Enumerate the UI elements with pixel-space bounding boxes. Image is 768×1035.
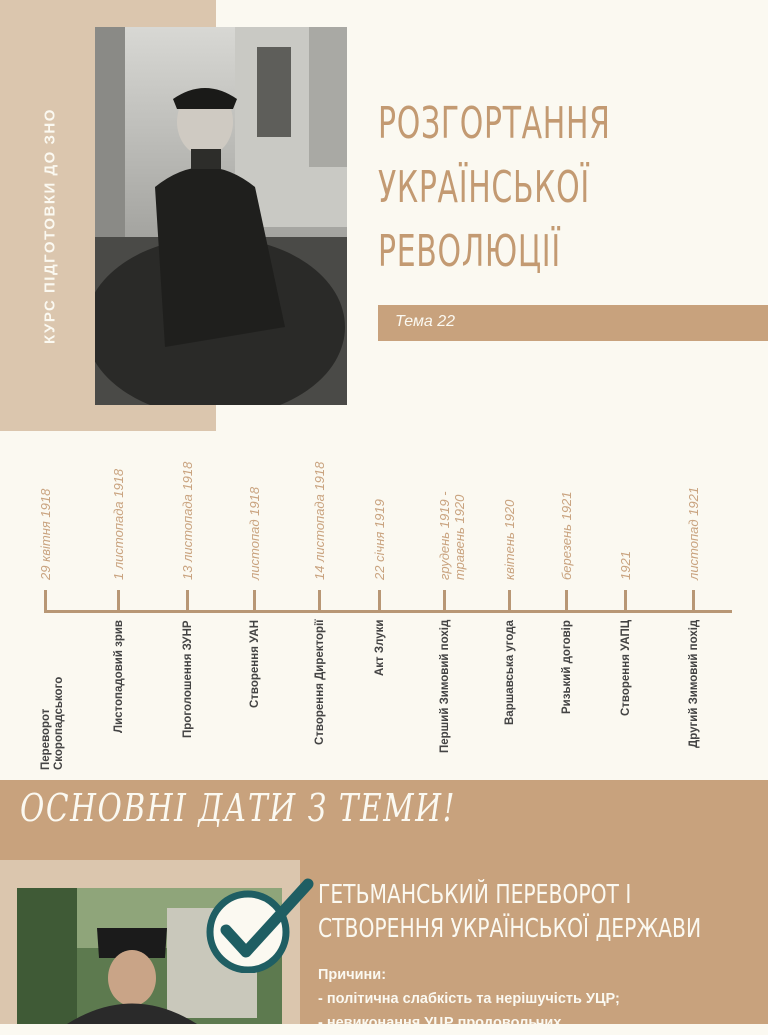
timeline-tick	[508, 590, 511, 612]
timeline-tick	[624, 590, 627, 612]
timeline-date: 1 листопада 1918	[111, 468, 126, 580]
hero-photo	[95, 27, 347, 405]
timeline-event: Листопадовий зрив	[113, 620, 125, 733]
timeline-date: 1921	[618, 551, 633, 580]
timeline-tick	[44, 590, 47, 612]
timeline-tick	[378, 590, 381, 612]
timeline-event: Проголошення ЗУНР	[182, 620, 194, 738]
timeline-event: Створення Директорії	[314, 620, 326, 746]
timeline-date: 22 січня 1919	[372, 499, 387, 580]
timeline-tick	[253, 590, 256, 612]
title-line-2: УКРАЇНСЬКОЇ	[378, 162, 590, 213]
timeline-date: 14 листопада 1918	[312, 461, 327, 580]
timeline-event: Перший Зимовий похід	[439, 620, 451, 754]
topic-label: Тема 22	[395, 313, 456, 330]
timeline-date: листопад 1918	[247, 486, 262, 580]
timeline-event: Переворот Скоропадського	[40, 676, 65, 770]
timeline-tick	[692, 590, 695, 612]
timeline-date: грудень 1919 - травень 1920	[437, 491, 467, 580]
timeline-date: 29 квітня 1918	[38, 488, 53, 580]
section-title-line-2: СТВОРЕННЯ УКРАЇНСЬКОЇ ДЕРЖАВИ	[318, 914, 702, 944]
title-line-3: РЕВОЛЮЦІЇ	[378, 226, 561, 277]
timeline-date: березень 1921	[559, 491, 574, 580]
section-title-line-1: ГЕТЬМАНСЬКИЙ ПЕРЕВОРОТ І	[318, 880, 632, 910]
timeline-event: Акт Злуки	[374, 620, 386, 677]
timeline-tick	[565, 590, 568, 612]
timeline-date: квітень 1920	[502, 499, 517, 580]
timeline-tick	[318, 590, 321, 612]
course-label: КУРС ПІДГОТОВКИ ДО ЗНО	[41, 108, 59, 344]
cause-item: - політична слабкість та нерішучість УЦР;	[318, 991, 620, 1007]
timeline-axis	[44, 610, 732, 613]
timeline-event: Варшавська угода	[504, 620, 516, 725]
timeline-event: Ризький договір	[561, 620, 573, 714]
timeline-tick	[443, 590, 446, 612]
causes-list	[318, 963, 620, 1035]
dates-heading: ОСНОВНІ ДАТИ З ТЕМИ!	[20, 786, 457, 830]
checkmark-icon	[204, 878, 314, 973]
timeline-tick	[186, 590, 189, 612]
timeline-event: Другий Зимовий похід	[688, 620, 700, 749]
title-line-1: РОЗГОРТАННЯ	[378, 98, 611, 149]
timeline-date: 13 листопада 1918	[180, 461, 195, 580]
page-title	[378, 92, 630, 284]
cause-item: - невиконання УЦР продовольчих	[318, 1015, 562, 1031]
timeline-tick	[117, 590, 120, 612]
section-title	[318, 878, 701, 946]
timeline-event: Створення УАПЦ	[620, 620, 632, 717]
causes-heading: Причини:	[318, 967, 387, 983]
timeline-event: Створення УАН	[249, 620, 261, 708]
timeline-date: листопад 1921	[686, 486, 701, 580]
